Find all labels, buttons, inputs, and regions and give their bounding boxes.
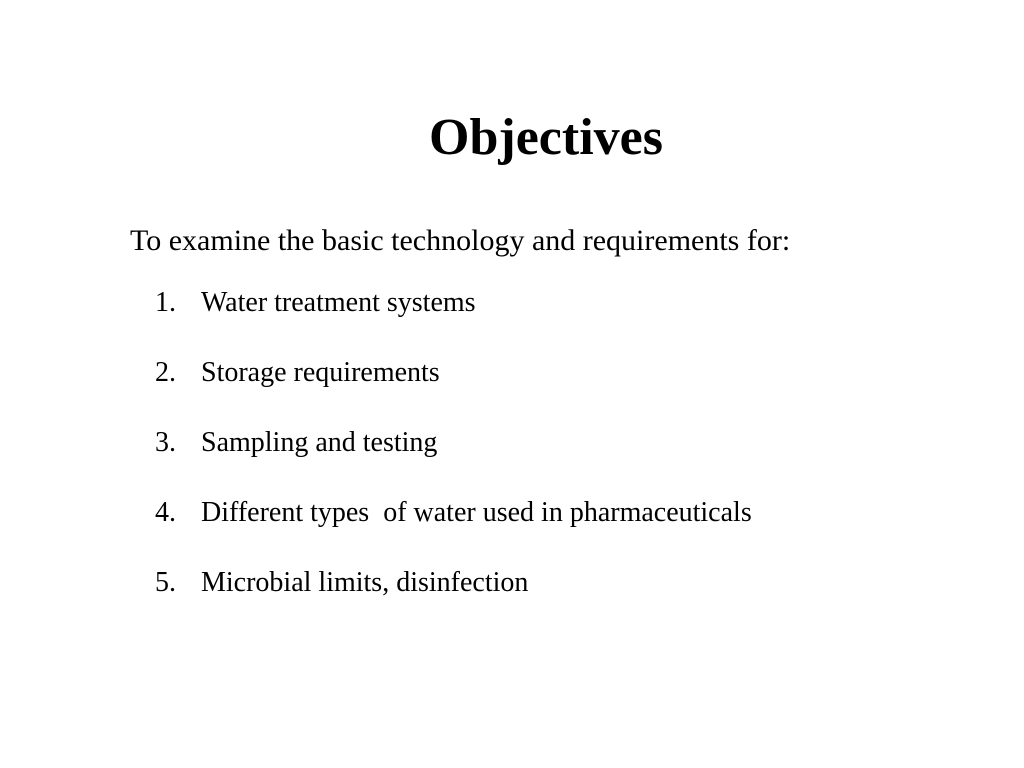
slide-title: Objectives: [429, 109, 663, 166]
objective-text: Storage requirements: [201, 357, 440, 388]
objective-number: 2.: [155, 357, 176, 388]
objectives-list: [0, 284, 752, 634]
objective-text: Sampling and testing: [201, 427, 438, 458]
objective-number: 5.: [155, 567, 176, 598]
objective-text: Water treatment systems: [201, 287, 476, 318]
objective-item: [0, 494, 752, 532]
objective-item: [0, 284, 476, 322]
objective-text: Microbial limits, disinfection: [201, 567, 529, 598]
objective-number: 3.: [155, 427, 176, 458]
objective-number: 4.: [155, 497, 176, 528]
intro-text: To examine the basic technology and requirements for:: [130, 224, 791, 257]
objective-item: [0, 424, 438, 462]
objective-item: [0, 354, 440, 392]
objective-number: 1.: [155, 287, 176, 318]
objective-text: Different types of water used in pharmaceuticals: [201, 497, 752, 528]
objective-item: [0, 564, 529, 602]
